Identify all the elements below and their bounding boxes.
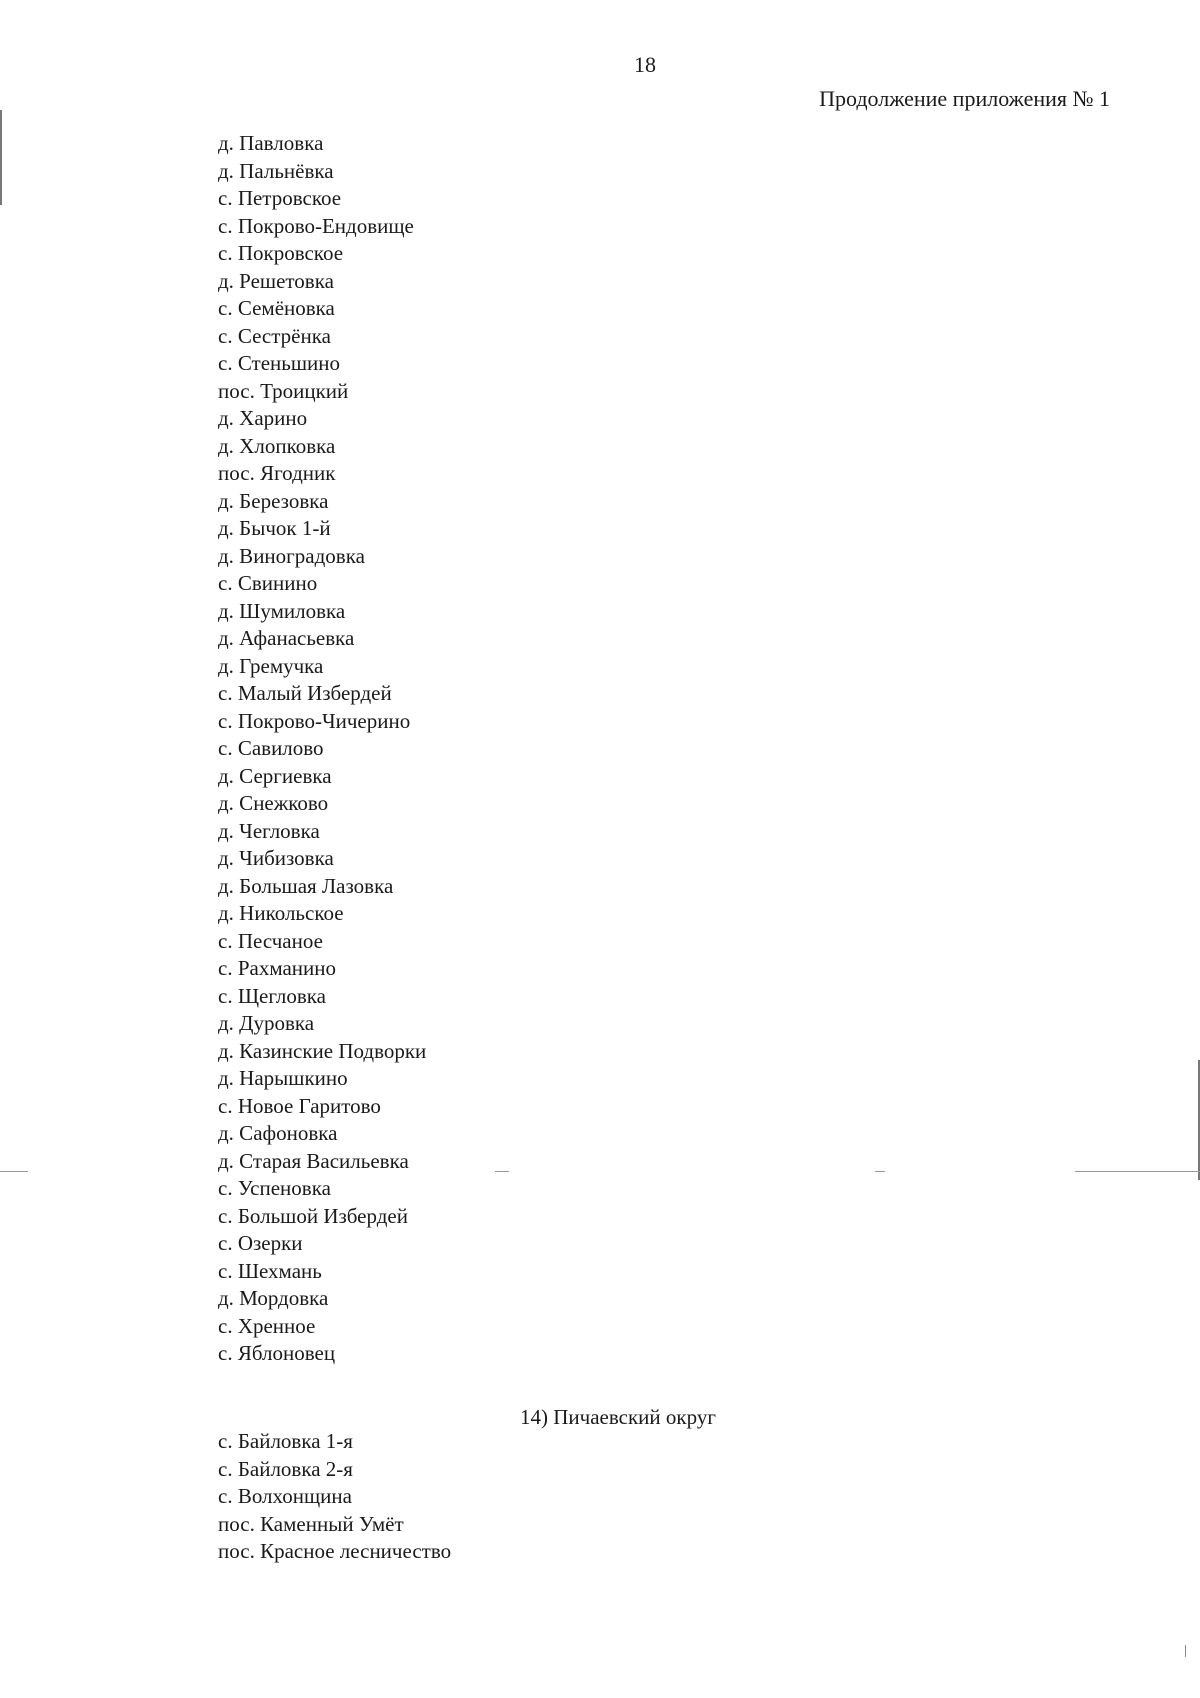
list-item: д. Старая Васильевка (218, 1148, 409, 1173)
list-item: с. Покрово-Ендовище (218, 213, 414, 238)
list-item: с. Большой Избердей (218, 1203, 408, 1228)
list-item: с. Озерки (218, 1231, 303, 1255)
scan-fold-line (1075, 1171, 1200, 1172)
list-item: д. Бычок 1-й (218, 516, 331, 540)
list-item: с. Сестрёнка (218, 323, 331, 348)
list-item: с. Покрово-Чичерино (218, 708, 411, 733)
page-number: 18 (634, 52, 656, 77)
list-item: с. Савилово (218, 736, 324, 760)
list-item: д. Решетовка (218, 268, 334, 293)
list-item: пос. Ягодник (218, 461, 336, 485)
list-item: с. Хренное (218, 1313, 316, 1338)
list-item: с. Байловка 2-я (218, 1456, 353, 1481)
list-item: с. Малый Избердей (218, 681, 392, 705)
list-item: д. Афанасьевка (218, 626, 355, 650)
list-item: пос. Красное лесничество (218, 1539, 452, 1563)
list-item: д. Нарышкино (218, 1066, 348, 1090)
list-item: д. Казинские Подворки (218, 1038, 427, 1063)
list-item: д. Чибизовка (218, 846, 334, 870)
list-item: с. Яблоновец (218, 1341, 336, 1365)
list-item: с. Песчаное (218, 928, 323, 953)
scan-edge-mark (0, 110, 2, 205)
list-item: с. Стеньшино (218, 351, 341, 375)
list-item: д. Дуровка (218, 1011, 315, 1035)
list-item: д. Березовка (218, 488, 329, 513)
list-item: д. Сафоновка (218, 1121, 338, 1145)
list-item: пос. Каменный Умёт (218, 1511, 404, 1536)
scan-fold-line (495, 1171, 509, 1172)
list-item: пос. Троицкий (218, 378, 349, 403)
list-item: с. Шехмань (218, 1258, 322, 1283)
list-item: д. Харино (218, 406, 308, 430)
list-item: д. Виноградовка (218, 543, 365, 568)
scan-corner-mark (1185, 1645, 1186, 1657)
list-item: с. Байловка 1-я (218, 1429, 353, 1453)
list-item: д. Пальнёвка (218, 158, 334, 183)
list-item: с. Покровское (218, 241, 344, 265)
scan-fold-line (0, 1171, 28, 1172)
list-item: с. Рахманино (218, 956, 337, 980)
list-item: с. Успеновка (218, 1176, 331, 1200)
list-item: с. Щегловка (218, 983, 326, 1008)
list-item: д. Хлопковка (218, 433, 336, 458)
settlement-list (218, 130, 426, 1368)
list-item: с. Семёновка (218, 296, 335, 320)
list-item: д. Гремучка (218, 653, 324, 678)
list-item: д. Шумиловка (218, 598, 346, 623)
list-item: с. Свинино (218, 571, 318, 595)
list-item: д. Снежково (218, 791, 329, 815)
continuation-header: Продолжение приложения № 1 (819, 86, 1110, 111)
district-heading: 14) Пичаевский округ (520, 1405, 716, 1429)
scan-fold-line (875, 1171, 885, 1172)
list-item: д. Мордовка (218, 1286, 329, 1310)
list-item: д. Чегловка (218, 818, 320, 843)
district-settlement-list (218, 1428, 451, 1566)
list-item: д. Павловка (218, 131, 324, 155)
list-item: с. Петровское (218, 186, 342, 210)
list-item: с. Волхонщина (218, 1484, 352, 1508)
list-item: д. Большая Лазовка (218, 873, 394, 898)
list-item: д. Сергиевка (218, 763, 332, 788)
list-item: д. Никольское (218, 901, 344, 925)
list-item: с. Новое Гаритово (218, 1093, 381, 1118)
